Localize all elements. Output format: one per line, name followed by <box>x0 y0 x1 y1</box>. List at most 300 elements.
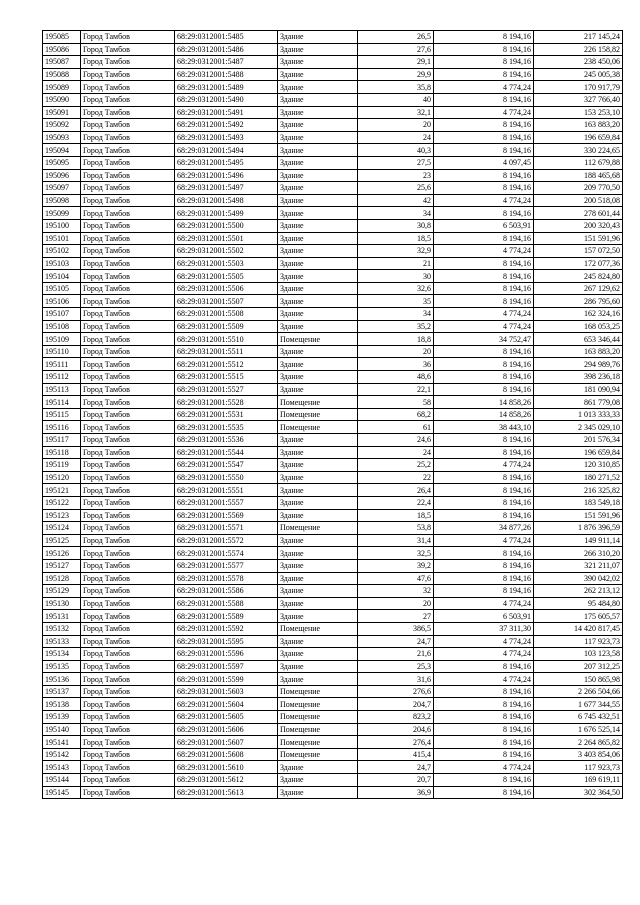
unit-value-cell: 8 194,16 <box>434 93 534 106</box>
cadastral-number-cell: 68:29:0312001:5574 <box>175 547 278 560</box>
unit-value-cell: 8 194,16 <box>434 169 534 182</box>
area-cell: 30,8 <box>358 219 434 232</box>
unit-value-cell: 8 194,16 <box>434 270 534 283</box>
city-cell: Город Тамбов <box>81 786 175 799</box>
city-cell: Город Тамбов <box>81 648 175 661</box>
city-cell: Город Тамбов <box>81 257 175 270</box>
cadastral-value-cell: 169 619,11 <box>534 774 623 787</box>
area-cell: 20,7 <box>358 774 434 787</box>
object-type-cell: Здание <box>278 282 358 295</box>
object-type-cell: Здание <box>278 119 358 132</box>
city-cell: Город Тамбов <box>81 635 175 648</box>
cadastral-number-cell: 68:29:0312001:5509 <box>175 320 278 333</box>
cadastral-value-cell: 216 325,82 <box>534 484 623 497</box>
city-cell: Город Тамбов <box>81 761 175 774</box>
cadastral-number-cell: 68:29:0312001:5503 <box>175 257 278 270</box>
unit-value-cell: 4 774,24 <box>434 635 534 648</box>
cadastral-number-cell: 68:29:0312001:5515 <box>175 371 278 384</box>
table-row <box>43 572 623 585</box>
cadastral-number-cell: 68:29:0312001:5500 <box>175 219 278 232</box>
table-row <box>43 597 623 610</box>
area-cell: 32,6 <box>358 282 434 295</box>
object-type-cell: Здание <box>278 232 358 245</box>
table-row <box>43 219 623 232</box>
cadastral-value-cell: 1 676 525,14 <box>534 723 623 736</box>
object-type-cell: Здание <box>278 131 358 144</box>
cadastral-number-cell: 68:29:0312001:5612 <box>175 774 278 787</box>
city-cell: Город Тамбов <box>81 585 175 598</box>
cadastral-value-cell: 157 072,50 <box>534 245 623 258</box>
area-cell: 32 <box>358 585 434 598</box>
city-cell: Город Тамбов <box>81 509 175 522</box>
object-type-cell: Здание <box>278 471 358 484</box>
unit-value-cell: 8 194,16 <box>434 182 534 195</box>
city-cell: Город Тамбов <box>81 698 175 711</box>
city-cell: Город Тамбов <box>81 736 175 749</box>
cadastral-number-cell: 68:29:0312001:5557 <box>175 496 278 509</box>
unit-value-cell: 4 774,24 <box>434 534 534 547</box>
area-cell: 39,2 <box>358 559 434 572</box>
area-cell: 18,5 <box>358 232 434 245</box>
row-number-cell: 195121 <box>43 484 81 497</box>
unit-value-cell: 4 774,24 <box>434 648 534 661</box>
cadastral-value-cell: 327 766,40 <box>534 93 623 106</box>
table-row <box>43 245 623 258</box>
row-number-cell: 195131 <box>43 610 81 623</box>
row-number-cell: 195113 <box>43 383 81 396</box>
cadastral-number-cell: 68:29:0312001:5501 <box>175 232 278 245</box>
area-cell: 22,4 <box>358 496 434 509</box>
row-number-cell: 195090 <box>43 93 81 106</box>
city-cell: Город Тамбов <box>81 93 175 106</box>
unit-value-cell: 8 194,16 <box>434 345 534 358</box>
cadastral-value-cell: 2 264 865,82 <box>534 736 623 749</box>
row-number-cell: 195143 <box>43 761 81 774</box>
table-row <box>43 144 623 157</box>
unit-value-cell: 8 194,16 <box>434 295 534 308</box>
cadastral-value-cell: 117 923,73 <box>534 761 623 774</box>
city-cell: Город Тамбов <box>81 371 175 384</box>
cadastral-number-cell: 68:29:0312001:5608 <box>175 748 278 761</box>
cadastral-number-cell: 68:29:0312001:5490 <box>175 93 278 106</box>
city-cell: Город Тамбов <box>81 182 175 195</box>
area-cell: 61 <box>358 421 434 434</box>
unit-value-cell: 8 194,16 <box>434 131 534 144</box>
area-cell: 58 <box>358 396 434 409</box>
area-cell: 32,5 <box>358 547 434 560</box>
cadastral-number-cell: 68:29:0312001:5551 <box>175 484 278 497</box>
row-number-cell: 195093 <box>43 131 81 144</box>
row-number-cell: 195136 <box>43 673 81 686</box>
unit-value-cell: 8 194,16 <box>434 559 534 572</box>
table-row <box>43 774 623 787</box>
cadastral-number-cell: 68:29:0312001:5511 <box>175 345 278 358</box>
area-cell: 20 <box>358 597 434 610</box>
area-cell: 53,8 <box>358 522 434 535</box>
row-number-cell: 195130 <box>43 597 81 610</box>
object-type-cell: Здание <box>278 270 358 283</box>
table-row <box>43 736 623 749</box>
area-cell: 27,5 <box>358 156 434 169</box>
object-type-cell: Здание <box>278 106 358 119</box>
object-type-cell: Помещение <box>278 522 358 535</box>
area-cell: 24,7 <box>358 635 434 648</box>
row-number-cell: 195120 <box>43 471 81 484</box>
unit-value-cell: 8 194,16 <box>434 685 534 698</box>
cadastral-number-cell: 68:29:0312001:5572 <box>175 534 278 547</box>
area-cell: 36,9 <box>358 786 434 799</box>
cadastral-number-cell: 68:29:0312001:5578 <box>175 572 278 585</box>
row-number-cell: 195089 <box>43 81 81 94</box>
city-cell: Город Тамбов <box>81 774 175 787</box>
cadastral-value-cell: 149 911,14 <box>534 534 623 547</box>
city-cell: Город Тамбов <box>81 358 175 371</box>
area-cell: 34 <box>358 207 434 220</box>
object-type-cell: Здание <box>278 446 358 459</box>
cadastral-number-cell: 68:29:0312001:5550 <box>175 471 278 484</box>
object-type-cell: Здание <box>278 358 358 371</box>
unit-value-cell: 8 194,16 <box>434 572 534 585</box>
cadastral-value-cell: 861 779,08 <box>534 396 623 409</box>
object-type-cell: Здание <box>278 761 358 774</box>
area-cell: 20 <box>358 345 434 358</box>
city-cell: Город Тамбов <box>81 660 175 673</box>
unit-value-cell: 8 194,16 <box>434 358 534 371</box>
cadastral-number-cell: 68:29:0312001:5544 <box>175 446 278 459</box>
object-type-cell: Помещение <box>278 396 358 409</box>
cadastral-number-cell: 68:29:0312001:5508 <box>175 308 278 321</box>
object-type-cell: Здание <box>278 648 358 661</box>
area-cell: 24 <box>358 446 434 459</box>
cadastral-value-cell: 278 601,44 <box>534 207 623 220</box>
table-row <box>43 345 623 358</box>
area-cell: 21,6 <box>358 648 434 661</box>
object-type-cell: Здание <box>278 182 358 195</box>
area-cell: 30 <box>358 270 434 283</box>
cadastral-value-cell: 151 591,96 <box>534 232 623 245</box>
city-cell: Город Тамбов <box>81 534 175 547</box>
table-row <box>43 383 623 396</box>
object-type-cell: Помещение <box>278 421 358 434</box>
city-cell: Город Тамбов <box>81 622 175 635</box>
area-cell: 27 <box>358 610 434 623</box>
row-number-cell: 195110 <box>43 345 81 358</box>
area-cell: 29,1 <box>358 56 434 69</box>
area-cell: 40 <box>358 93 434 106</box>
row-number-cell: 195104 <box>43 270 81 283</box>
table-row <box>43 308 623 321</box>
cadastral-number-cell: 68:29:0312001:5488 <box>175 68 278 81</box>
unit-value-cell: 8 194,16 <box>434 585 534 598</box>
city-cell: Город Тамбов <box>81 333 175 346</box>
row-number-cell: 195086 <box>43 43 81 56</box>
cadastral-number-cell: 68:29:0312001:5498 <box>175 194 278 207</box>
cadastral-value-cell: 330 224,65 <box>534 144 623 157</box>
area-cell: 36 <box>358 358 434 371</box>
object-type-cell: Здание <box>278 295 358 308</box>
row-number-cell: 195145 <box>43 786 81 799</box>
unit-value-cell: 8 194,16 <box>434 434 534 447</box>
object-type-cell: Здание <box>278 509 358 522</box>
table-row <box>43 207 623 220</box>
table-row <box>43 371 623 384</box>
table-row <box>43 786 623 799</box>
area-cell: 24 <box>358 131 434 144</box>
unit-value-cell: 4 774,24 <box>434 81 534 94</box>
city-cell: Город Тамбов <box>81 144 175 157</box>
unit-value-cell: 14 858,26 <box>434 408 534 421</box>
unit-value-cell: 8 194,16 <box>434 660 534 673</box>
row-number-cell: 195132 <box>43 622 81 635</box>
cadastral-number-cell: 68:29:0312001:5607 <box>175 736 278 749</box>
area-cell: 25,3 <box>358 660 434 673</box>
city-cell: Город Тамбов <box>81 572 175 585</box>
area-cell: 21 <box>358 257 434 270</box>
city-cell: Город Тамбов <box>81 56 175 69</box>
object-type-cell: Здание <box>278 610 358 623</box>
city-cell: Город Тамбов <box>81 194 175 207</box>
table-row <box>43 711 623 724</box>
cadastral-number-cell: 68:29:0312001:5492 <box>175 119 278 132</box>
table-row <box>43 660 623 673</box>
table-row <box>43 446 623 459</box>
row-number-cell: 195144 <box>43 774 81 787</box>
row-number-cell: 195116 <box>43 421 81 434</box>
object-type-cell: Помещение <box>278 723 358 736</box>
object-type-cell: Помещение <box>278 685 358 698</box>
area-cell: 24,7 <box>358 761 434 774</box>
unit-value-cell: 8 194,16 <box>434 31 534 44</box>
unit-value-cell: 8 194,16 <box>434 698 534 711</box>
object-type-cell: Помещение <box>278 748 358 761</box>
area-cell: 25,2 <box>358 459 434 472</box>
area-cell: 204,7 <box>358 698 434 711</box>
unit-value-cell: 14 858,26 <box>434 396 534 409</box>
cadastral-value-cell: 112 679,88 <box>534 156 623 169</box>
cadastral-value-cell: 120 310,85 <box>534 459 623 472</box>
cadastral-value-cell: 238 450,06 <box>534 56 623 69</box>
cadastral-value-cell: 95 484,80 <box>534 597 623 610</box>
table-row <box>43 156 623 169</box>
table-row <box>43 559 623 572</box>
cadastral-value-cell: 150 865,98 <box>534 673 623 686</box>
row-number-cell: 195099 <box>43 207 81 220</box>
cadastral-number-cell: 68:29:0312001:5613 <box>175 786 278 799</box>
cadastral-number-cell: 68:29:0312001:5588 <box>175 597 278 610</box>
area-cell: 68,2 <box>358 408 434 421</box>
table-row <box>43 131 623 144</box>
cadastral-number-cell: 68:29:0312001:5605 <box>175 711 278 724</box>
city-cell: Город Тамбов <box>81 673 175 686</box>
table-row <box>43 194 623 207</box>
area-cell: 18,8 <box>358 333 434 346</box>
table-row <box>43 635 623 648</box>
row-number-cell: 195106 <box>43 295 81 308</box>
cadastral-value-cell: 163 883,20 <box>534 345 623 358</box>
cadastral-number-cell: 68:29:0312001:5494 <box>175 144 278 157</box>
object-type-cell: Здание <box>278 496 358 509</box>
unit-value-cell: 8 194,16 <box>434 786 534 799</box>
cadastral-value-cell: 172 077,36 <box>534 257 623 270</box>
area-cell: 18,5 <box>358 509 434 522</box>
row-number-cell: 195114 <box>43 396 81 409</box>
object-type-cell: Здание <box>278 320 358 333</box>
table-row <box>43 182 623 195</box>
cadastral-value-cell: 207 312,25 <box>534 660 623 673</box>
object-type-cell: Здание <box>278 345 358 358</box>
object-type-cell: Здание <box>278 673 358 686</box>
object-type-cell: Здание <box>278 257 358 270</box>
unit-value-cell: 6 503,91 <box>434 219 534 232</box>
area-cell: 40,3 <box>358 144 434 157</box>
city-cell: Город Тамбов <box>81 547 175 560</box>
unit-value-cell: 8 194,16 <box>434 371 534 384</box>
object-type-cell: Помещение <box>278 408 358 421</box>
cadastral-value-cell: 226 158,82 <box>534 43 623 56</box>
table-row <box>43 648 623 661</box>
city-cell: Город Тамбов <box>81 219 175 232</box>
table-row <box>43 723 623 736</box>
unit-value-cell: 4 774,24 <box>434 245 534 258</box>
cadastral-value-cell: 151 591,96 <box>534 509 623 522</box>
row-number-cell: 195091 <box>43 106 81 119</box>
cadastral-value-cell: 245 824,80 <box>534 270 623 283</box>
city-cell: Город Тамбов <box>81 597 175 610</box>
unit-value-cell: 8 194,16 <box>434 736 534 749</box>
city-cell: Город Тамбов <box>81 383 175 396</box>
row-number-cell: 195087 <box>43 56 81 69</box>
table-row <box>43 585 623 598</box>
city-cell: Город Тамбов <box>81 106 175 119</box>
object-type-cell: Здание <box>278 169 358 182</box>
row-number-cell: 195133 <box>43 635 81 648</box>
cadastral-value-cell: 196 659,84 <box>534 446 623 459</box>
table-row <box>43 68 623 81</box>
unit-value-cell: 8 194,16 <box>434 711 534 724</box>
cadastral-value-cell: 2 266 504,66 <box>534 685 623 698</box>
area-cell: 276,6 <box>358 685 434 698</box>
unit-value-cell: 8 194,16 <box>434 446 534 459</box>
cadastral-number-cell: 68:29:0312001:5527 <box>175 383 278 396</box>
cadastral-value-cell: 286 795,60 <box>534 295 623 308</box>
unit-value-cell: 4 774,24 <box>434 761 534 774</box>
area-cell: 35,8 <box>358 81 434 94</box>
city-cell: Город Тамбов <box>81 156 175 169</box>
table-row <box>43 496 623 509</box>
unit-value-cell: 8 194,16 <box>434 232 534 245</box>
table-row <box>43 471 623 484</box>
area-cell: 35,2 <box>358 320 434 333</box>
row-number-cell: 195096 <box>43 169 81 182</box>
city-cell: Город Тамбов <box>81 723 175 736</box>
area-cell: 27,6 <box>358 43 434 56</box>
cadastral-value-cell: 209 770,50 <box>534 182 623 195</box>
object-type-cell: Здание <box>278 31 358 44</box>
table-row <box>43 106 623 119</box>
cadastral-value-cell: 262 213,12 <box>534 585 623 598</box>
area-cell: 23 <box>358 169 434 182</box>
unit-value-cell: 8 194,16 <box>434 748 534 761</box>
object-type-cell: Помещение <box>278 736 358 749</box>
table-row <box>43 459 623 472</box>
cadastral-number-cell: 68:29:0312001:5571 <box>175 522 278 535</box>
city-cell: Город Тамбов <box>81 345 175 358</box>
unit-value-cell: 4 774,24 <box>434 673 534 686</box>
row-number-cell: 195097 <box>43 182 81 195</box>
cadastral-value-cell: 201 576,34 <box>534 434 623 447</box>
row-number-cell: 195094 <box>43 144 81 157</box>
object-type-cell: Здание <box>278 371 358 384</box>
object-type-cell: Здание <box>278 459 358 472</box>
city-cell: Город Тамбов <box>81 282 175 295</box>
row-number-cell: 195129 <box>43 585 81 598</box>
area-cell: 26,4 <box>358 484 434 497</box>
table-row <box>43 119 623 132</box>
cadastral-value-cell: 1 876 396,59 <box>534 522 623 535</box>
object-type-cell: Здание <box>278 534 358 547</box>
table-row <box>43 358 623 371</box>
cadastral-number-cell: 68:29:0312001:5512 <box>175 358 278 371</box>
table-row <box>43 509 623 522</box>
row-number-cell: 195103 <box>43 257 81 270</box>
cadastral-number-cell: 68:29:0312001:5489 <box>175 81 278 94</box>
unit-value-cell: 8 194,16 <box>434 43 534 56</box>
cadastral-value-cell: 183 549,18 <box>534 496 623 509</box>
area-cell: 35 <box>358 295 434 308</box>
cadastral-value-cell: 294 989,76 <box>534 358 623 371</box>
object-type-cell: Здание <box>278 572 358 585</box>
table-row <box>43 748 623 761</box>
row-number-cell: 195119 <box>43 459 81 472</box>
cadastral-number-cell: 68:29:0312001:5507 <box>175 295 278 308</box>
cadastral-number-cell: 68:29:0312001:5603 <box>175 685 278 698</box>
row-number-cell: 195126 <box>43 547 81 560</box>
table-row <box>43 698 623 711</box>
object-type-cell: Здание <box>278 484 358 497</box>
cadastral-number-cell: 68:29:0312001:5499 <box>175 207 278 220</box>
row-number-cell: 195117 <box>43 434 81 447</box>
area-cell: 47,6 <box>358 572 434 585</box>
area-cell: 20 <box>358 119 434 132</box>
cadastral-number-cell: 68:29:0312001:5485 <box>175 31 278 44</box>
table-row <box>43 56 623 69</box>
table-row <box>43 169 623 182</box>
cadastral-value-cell: 390 042,02 <box>534 572 623 585</box>
area-cell: 276,4 <box>358 736 434 749</box>
city-cell: Город Тамбов <box>81 685 175 698</box>
unit-value-cell: 38 443,10 <box>434 421 534 434</box>
object-type-cell: Помещение <box>278 333 358 346</box>
unit-value-cell: 8 194,16 <box>434 484 534 497</box>
area-cell: 22 <box>358 471 434 484</box>
unit-value-cell: 8 194,16 <box>434 68 534 81</box>
unit-value-cell: 8 194,16 <box>434 496 534 509</box>
object-type-cell: Помещение <box>278 698 358 711</box>
city-cell: Город Тамбов <box>81 434 175 447</box>
cadastral-number-cell: 68:29:0312001:5502 <box>175 245 278 258</box>
cadastral-value-cell: 175 605,57 <box>534 610 623 623</box>
cadastral-value-cell: 302 364,50 <box>534 786 623 799</box>
city-cell: Город Тамбов <box>81 207 175 220</box>
unit-value-cell: 8 194,16 <box>434 144 534 157</box>
cadastral-number-cell: 68:29:0312001:5604 <box>175 698 278 711</box>
table-row <box>43 622 623 635</box>
city-cell: Город Тамбов <box>81 43 175 56</box>
area-cell: 26,5 <box>358 31 434 44</box>
unit-value-cell: 8 194,16 <box>434 383 534 396</box>
cadastral-number-cell: 68:29:0312001:5569 <box>175 509 278 522</box>
cadastral-number-cell: 68:29:0312001:5536 <box>175 434 278 447</box>
